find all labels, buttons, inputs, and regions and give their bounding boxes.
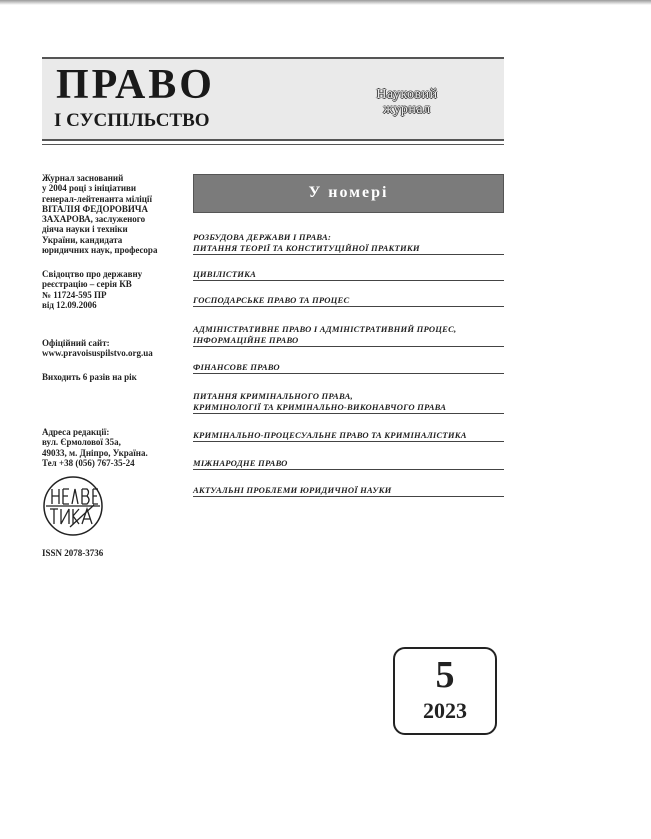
issue-year: 2023 [423, 698, 467, 723]
info-line: Офіційний сайт: [42, 338, 110, 348]
contents-item[interactable] [193, 485, 504, 497]
address-info [42, 427, 187, 468]
contents-item-line: МІЖНАРОДНЕ ПРАВО [193, 458, 288, 468]
contents-item-line: ГОСПОДАРСЬКЕ ПРАВО ТА ПРОЦЕС [193, 295, 350, 305]
info-line: Виходить 6 разів на рік [42, 372, 137, 382]
contents-item-line: ПИТАННЯ ТЕОРІЇ ТА КОНСТИТУЦІЙНОЇ ПРАКТИКИ [193, 243, 420, 253]
info-line: Тел +38 (056) 767-35-24 [42, 457, 135, 468]
info-line: ЗАХАРОВА, заслуженого [42, 214, 146, 225]
contents-item-line: АДМІНІСТРАТИВНЕ ПРАВО І АДМІНІСТРАТИВНИЙ ПРОЦЕС, [193, 324, 457, 334]
website-link[interactable]: www.pravoisuspilstvo.org.ua [42, 348, 153, 359]
journal-type-line: журнал [383, 102, 431, 117]
info-line: від 12.09.2006 [42, 299, 97, 310]
info-line: України, кандидата [42, 234, 123, 245]
info-line: генерал-лейтенанта міліції [42, 193, 152, 204]
contents-item-line: ПИТАННЯ КРИМІНАЛЬНОГО ПРАВА, [193, 391, 353, 401]
contents-item[interactable] [193, 458, 504, 470]
contents-item[interactable] [193, 324, 504, 347]
info-line: реєстрацію – серія КВ [42, 279, 132, 290]
info-line: вул. Єрмолової 35а, [42, 437, 121, 448]
founded-info [42, 173, 187, 255]
info-line: № 11724-595 ПР [42, 289, 107, 300]
contents-header [193, 174, 504, 213]
info-line: ВІТАЛІЯ ФЕДОРОВИЧА [42, 203, 148, 214]
contents-item-line: ФІНАНСОВЕ ПРАВО [193, 362, 280, 372]
info-line: Адреса редакції: [42, 427, 110, 437]
contents-item-line: КРИМІНАЛЬНО-ПРОЦЕСУАЛЬНЕ ПРАВО ТА КРИМІНАЛІСТИКА [193, 430, 467, 440]
contents-item-line: ІНФОРМАЦІЙНЕ ПРАВО [193, 335, 299, 345]
contents-header-text: У номері [308, 184, 389, 201]
issn-number: ISSN 2078-3736 [42, 548, 104, 558]
contents-item-line: ЦИВІЛІСТИКА [193, 269, 257, 279]
contents-item[interactable] [193, 295, 504, 307]
contents-item-line: КРИМІНОЛОГІЇ ТА КРИМІНАЛЬНО-ВИКОНАВЧОГО ПРАВА [193, 402, 447, 412]
frequency-info [42, 372, 187, 382]
contents-item[interactable] [193, 430, 504, 442]
info-line: у 2004 році з ініціативи [42, 183, 137, 194]
contents-item[interactable] [193, 232, 504, 255]
info-line: Журнал заснований [42, 173, 124, 183]
contents-item[interactable] [193, 269, 504, 281]
journal-type-line: Науковий [376, 87, 438, 102]
website-info [42, 338, 187, 359]
journal-subtitle: І СУСПІЛЬСТВО [54, 110, 210, 131]
contents-item-line: РОЗБУДОВА ДЕРЖАВИ І ПРАВА: [193, 232, 332, 242]
certificate-info [42, 269, 187, 310]
top-shadow [0, 0, 651, 5]
masthead [42, 57, 504, 141]
info-line: діяча науки і техніки [42, 224, 128, 235]
helvetica-publisher-logo-icon [42, 475, 104, 537]
issue-number: 5 [435, 654, 455, 696]
table-of-contents [193, 174, 504, 495]
journal-type [332, 87, 482, 117]
info-line: Свідоцтво про державну [42, 269, 143, 279]
contents-item-line: АКТУАЛЬНІ ПРОБЛЕМИ ЮРИДИЧНОЇ НАУКИ [193, 485, 392, 495]
contents-item[interactable] [193, 362, 504, 374]
issue-box [393, 647, 497, 735]
info-line: юридичних наук, професора [42, 245, 158, 256]
journal-title: ПРАВО [56, 62, 215, 108]
contents-item[interactable] [193, 391, 504, 414]
info-line: 49033, м. Дніпро, Україна. [42, 447, 148, 458]
